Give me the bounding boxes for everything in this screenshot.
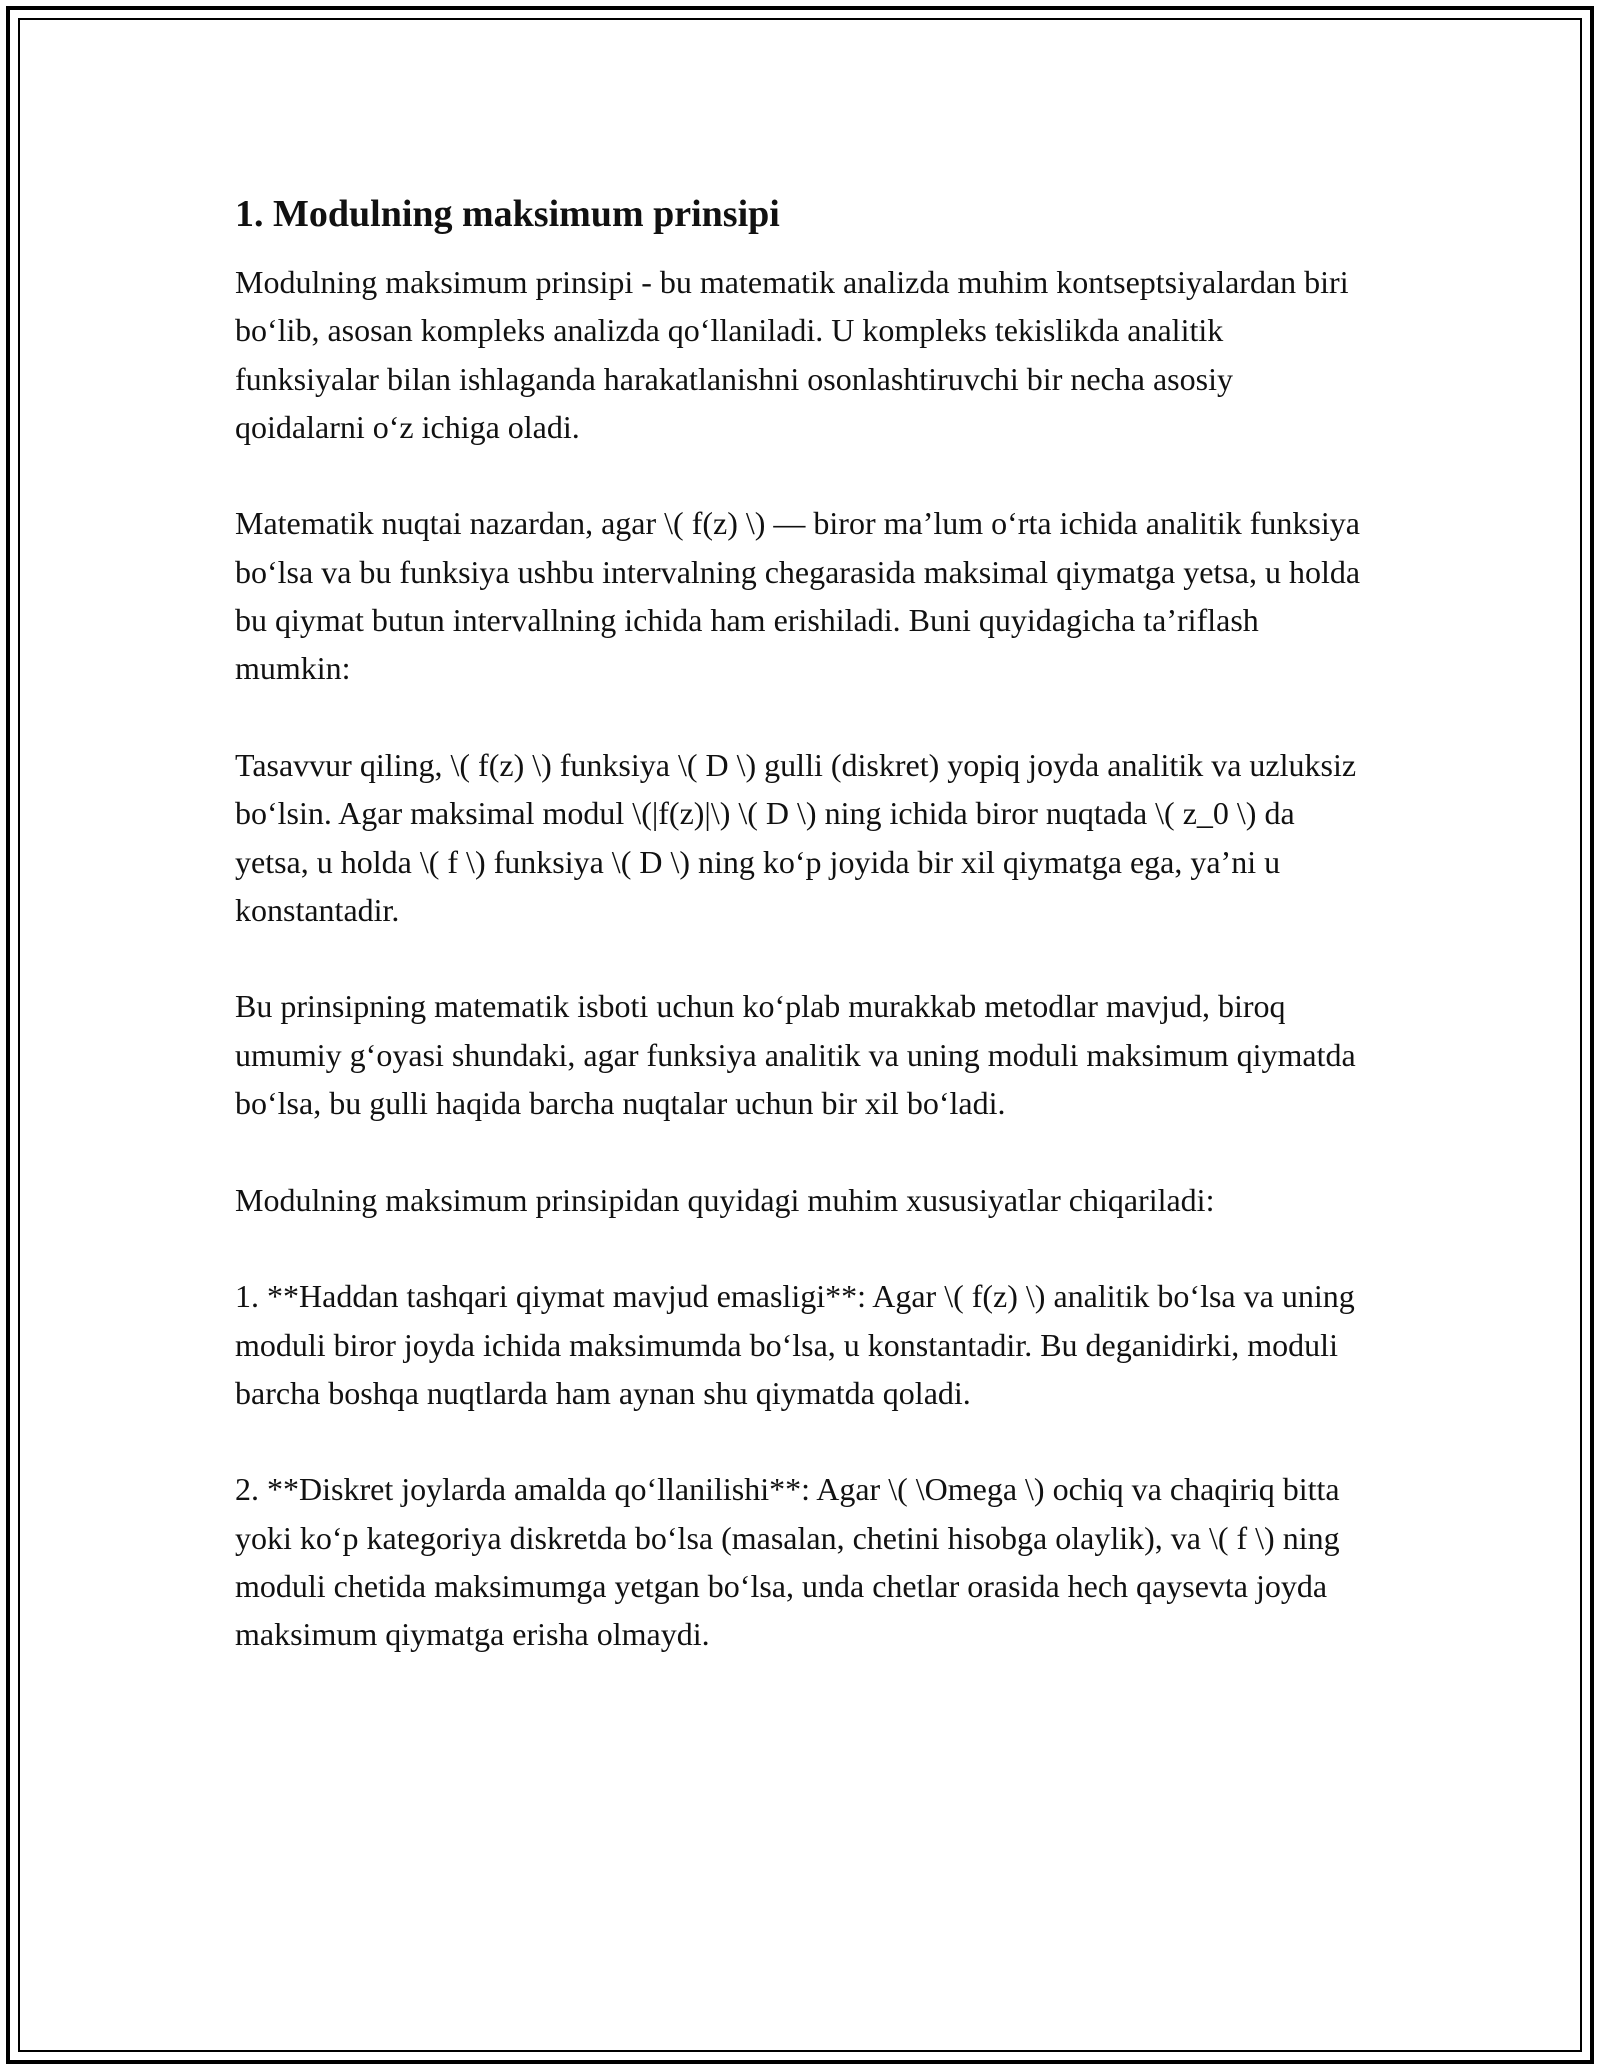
section-title: 1. Modulning maksimum prinsipi — [235, 193, 780, 235]
paragraph-definition: Matematik nuqtai nazardan, agar \( f(z) \) — biror ma’lum o‘rta ichida analitik funksiya bo‘lsa va bu funksiya ushbu intervalning chegarasida maksimal qiymatga yetsa, u holda bu qiymat butun intervallning ichida ham erishiladi. Buni quyidagicha ta’riflash mumkin: — [235, 505, 1361, 687]
document-body — [235, 188, 1365, 1707]
paragraph-properties-intro: Modulning maksimum prinsipidan quyidagi muhim xususiyatlar chiqariladi: — [235, 1181, 1215, 1218]
list-item-property-2: 2. **Diskret joylarda amalda qo‘llanilishi**: Agar \( \Omega \) ochiq va chaqiriq bitta yoki ko‘p kategoriya diskretda bo‘lsa (masalan, chetini hisobga olaylik), va \( f \) ning moduli chetida maksimumga yetgan bo‘lsa, unda chetlar orasida hech qaysevta joyda maksimum qiymatga erisha olmaydi. — [235, 1471, 1340, 1653]
paragraph-statement: Tasavvur qiling, \( f(z) \) funksiya \( D \) gulli (diskret) yopiq joyda analitik va uzluksiz bo‘lsin. Agar maksimal modul \(|f(z)|\) \( D \) ning ichida biror nuqtada \( z_0 \) da yetsa, u holda \( f \) funksiya \( D \) ning ko‘p joyida bir xil qiymatga ega, ya’ni u konstantadir. — [235, 746, 1357, 928]
paragraph-intro: Modulning maksimum prinsipi - bu matematik analizda muhim kontseptsiyalardan biri bo‘lib, asosan kompleks analizda qo‘llaniladi. U kompleks tekislikda analitik funksiyalar bilan ishlaganda harakatlanishni osonlashtiruvchi bir necha asosiy qoidalarni o‘z ichiga oladi. — [235, 264, 1349, 445]
paragraph-proof-idea: Bu prinsipning matematik isboti uchun ko‘plab murakkab metodlar mavjud, biroq umumiy g‘oyasi shundaki, agar funksiya analitik va uning moduli maksimum qiymatda bo‘lsa, bu gulli haqida barcha nuqtalar uchun bir xil bo‘ladi. — [235, 988, 1356, 1122]
list-item-property-1: 1. **Haddan tashqari qiymat mavjud emasligi**: Agar \( f(z) \) analitik bo‘lsa va uning moduli biror joyda ichida maksimumda bo‘lsa, u konstantadir. Bu deganidirki, moduli barcha boshqa nuqtlarda ham aynan shu qiymatda qoladi. — [235, 1278, 1355, 1411]
